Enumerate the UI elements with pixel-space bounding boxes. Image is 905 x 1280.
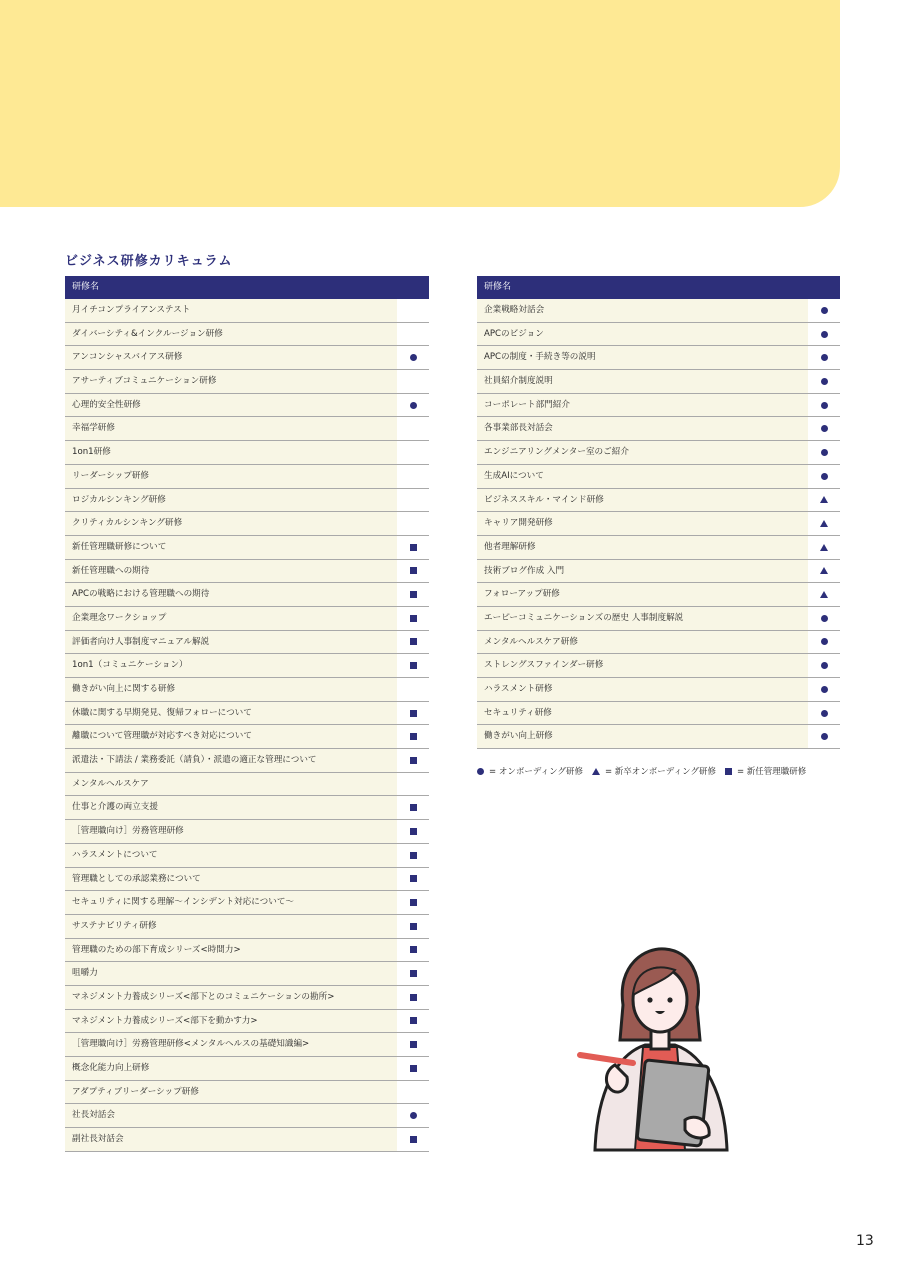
course-name: クリティカルシンキング研修	[65, 512, 397, 535]
course-name: 派遣法・下請法 / 業務委託（請負）・派遣の適正な管理について	[65, 749, 397, 772]
row-mark	[397, 962, 429, 985]
triangle-icon	[820, 496, 828, 503]
row-mark	[808, 465, 840, 488]
row-mark	[397, 394, 429, 417]
row-mark	[397, 465, 429, 488]
legend	[477, 765, 815, 777]
table-row	[65, 891, 429, 915]
table-row	[477, 654, 840, 678]
course-name: リーダーシップ研修	[65, 465, 397, 488]
square-icon	[410, 757, 417, 764]
course-name: ハラスメントについて	[65, 844, 397, 867]
table-row	[65, 962, 429, 986]
triangle-icon	[820, 591, 828, 598]
row-mark	[397, 1128, 429, 1151]
circle-icon	[821, 354, 828, 361]
row-mark	[808, 702, 840, 725]
square-icon	[410, 710, 417, 717]
course-name: 離職について管理職が対応すべき対応について	[65, 725, 397, 748]
row-mark	[397, 607, 429, 630]
row-mark	[397, 1033, 429, 1056]
table-row	[477, 489, 840, 513]
row-mark	[808, 299, 840, 322]
table-row	[477, 417, 840, 441]
circle-icon	[821, 638, 828, 645]
table-row	[65, 489, 429, 513]
row-mark	[808, 631, 840, 654]
square-icon	[410, 899, 417, 906]
course-name: マネジメント力養成シリーズ<部下とのコミュニケーションの勘所>	[65, 986, 397, 1009]
row-mark	[808, 489, 840, 512]
row-mark	[397, 654, 429, 677]
row-mark	[397, 820, 429, 843]
table-row	[65, 583, 429, 607]
table-row	[65, 465, 429, 489]
table-row	[477, 346, 840, 370]
row-mark	[397, 868, 429, 891]
square-icon	[410, 1136, 417, 1143]
course-name: 仕事と介護の両立支援	[65, 796, 397, 819]
triangle-icon	[820, 520, 828, 527]
course-name: フォローアップ研修	[477, 583, 808, 606]
course-name: 管理職のための部下育成シリーズ<時間力>	[65, 939, 397, 962]
row-mark	[397, 1081, 429, 1104]
row-mark	[808, 678, 840, 701]
row-mark	[808, 441, 840, 464]
course-name: セキュリティに関する理解〜インシデント対応について〜	[65, 891, 397, 914]
row-mark	[397, 725, 429, 748]
table-row	[477, 323, 840, 347]
row-mark	[397, 678, 429, 701]
table-row	[477, 370, 840, 394]
circle-icon	[410, 354, 417, 361]
square-icon	[410, 662, 417, 669]
table-row	[65, 796, 429, 820]
table-row	[65, 654, 429, 678]
legend-item	[477, 765, 583, 777]
course-name: 1on1研修	[65, 441, 397, 464]
course-name: 月イチコンプライアンステスト	[65, 299, 397, 322]
circle-icon	[410, 1112, 417, 1119]
table-row	[477, 631, 840, 655]
square-icon	[725, 768, 732, 775]
course-name: ハラスメント研修	[477, 678, 808, 701]
course-name: ロジカルシンキング研修	[65, 489, 397, 512]
circle-icon	[410, 402, 417, 409]
table-row	[477, 583, 840, 607]
course-name: サステナビリティ研修	[65, 915, 397, 938]
course-name: 評価者向け人事制度マニュアル解説	[65, 631, 397, 654]
table-row	[65, 678, 429, 702]
table-row	[65, 844, 429, 868]
row-mark	[808, 417, 840, 440]
table-row	[65, 915, 429, 939]
square-icon	[410, 591, 417, 598]
row-mark	[397, 631, 429, 654]
course-name: 技術ブログ作成 入門	[477, 560, 808, 583]
legend-item	[725, 765, 806, 777]
table-row	[65, 607, 429, 631]
square-icon	[410, 828, 417, 835]
table-row	[65, 820, 429, 844]
row-mark	[397, 1104, 429, 1127]
row-mark	[397, 915, 429, 938]
circle-icon	[821, 710, 828, 717]
square-icon	[410, 804, 417, 811]
circle-icon	[821, 378, 828, 385]
row-mark	[808, 346, 840, 369]
square-icon	[410, 733, 417, 740]
course-name: 社員紹介制度説明	[477, 370, 808, 393]
table-row	[65, 1010, 429, 1034]
course-name: キャリア開発研修	[477, 512, 808, 535]
table-row	[477, 536, 840, 560]
square-icon	[410, 970, 417, 977]
row-mark	[397, 891, 429, 914]
course-name: 1on1（コミュニケーション）	[65, 654, 397, 677]
row-mark	[397, 370, 429, 393]
circle-icon	[821, 449, 828, 456]
legend-label: = 新任管理職研修	[736, 767, 807, 777]
table-row	[65, 536, 429, 560]
table-row	[65, 1081, 429, 1105]
row-mark	[397, 489, 429, 512]
square-icon	[410, 875, 417, 882]
row-mark	[397, 512, 429, 535]
square-icon	[410, 1017, 417, 1024]
table-row	[477, 441, 840, 465]
circle-icon	[821, 473, 828, 480]
course-name: コーポレート部門紹介	[477, 394, 808, 417]
square-icon	[410, 615, 417, 622]
legend-item	[592, 765, 716, 777]
course-name: 新任管理職への期待	[65, 560, 397, 583]
course-name: APCの戦略における管理職への期待	[65, 583, 397, 606]
circle-icon	[821, 662, 828, 669]
legend-label: = 新卒オンボーディング研修	[604, 767, 716, 777]
table-row	[65, 773, 429, 797]
table-row	[477, 299, 840, 323]
circle-icon	[821, 331, 828, 338]
course-name: 咀嚼力	[65, 962, 397, 985]
table-row	[65, 299, 429, 323]
table-row	[477, 678, 840, 702]
table-row	[477, 465, 840, 489]
course-name: エンジニアリングメンター室のご紹介	[477, 441, 808, 464]
row-mark	[808, 654, 840, 677]
row-mark	[808, 394, 840, 417]
course-name: 幸福学研修	[65, 417, 397, 440]
course-name: ダイバーシティ&インクルージョン研修	[65, 323, 397, 346]
row-mark	[808, 725, 840, 748]
row-mark	[397, 773, 429, 796]
top-decorative-band	[0, 0, 840, 207]
course-name: 生成AIについて	[477, 465, 808, 488]
row-mark	[808, 512, 840, 535]
curriculum-table-right	[477, 276, 840, 749]
course-name: 各事業部長対話会	[477, 417, 808, 440]
square-icon	[410, 544, 417, 551]
row-mark	[808, 583, 840, 606]
course-name: ストレングスファインダー研修	[477, 654, 808, 677]
circle-icon	[477, 768, 484, 775]
course-name: メンタルヘルスケア	[65, 773, 397, 796]
course-name: 働きがい向上研修	[477, 725, 808, 748]
row-mark	[808, 536, 840, 559]
circle-icon	[821, 686, 828, 693]
row-mark	[397, 560, 429, 583]
woman-with-clipboard-illustration	[575, 945, 740, 1155]
course-name: エーピーコミュニケーションズの歴史 人事制度解説	[477, 607, 808, 630]
table-row	[65, 370, 429, 394]
course-name: 働きがい向上に関する研修	[65, 678, 397, 701]
circle-icon	[821, 425, 828, 432]
row-mark	[397, 1057, 429, 1080]
table-row	[65, 631, 429, 655]
course-name: アダプティブリーダーシップ研修	[65, 1081, 397, 1104]
table-row	[65, 394, 429, 418]
course-name: ［管理職向け］労務管理研修<メンタルヘルスの基礎知識編>	[65, 1033, 397, 1056]
triangle-icon	[592, 768, 600, 775]
table-row	[477, 702, 840, 726]
course-name: APCの制度・手続き等の説明	[477, 346, 808, 369]
course-name: 休職に関する早期発見、復帰フォローについて	[65, 702, 397, 725]
row-mark	[808, 560, 840, 583]
row-mark	[397, 702, 429, 725]
section-title: ビジネス研修カリキュラム	[65, 254, 233, 269]
course-name: メンタルヘルスケア研修	[477, 631, 808, 654]
table-row	[65, 1033, 429, 1057]
table-row	[477, 394, 840, 418]
table-row	[65, 1128, 429, 1152]
table-row	[65, 1104, 429, 1128]
table-row	[65, 512, 429, 536]
square-icon	[410, 852, 417, 859]
row-mark	[397, 986, 429, 1009]
table-row	[65, 702, 429, 726]
course-name: 心理的安全性研修	[65, 394, 397, 417]
course-name: ビジネススキル・マインド研修	[477, 489, 808, 512]
circle-icon	[821, 307, 828, 314]
row-mark	[397, 417, 429, 440]
table-row	[65, 725, 429, 749]
table-row	[65, 1057, 429, 1081]
table-row	[65, 939, 429, 963]
course-name: 企業戦略対話会	[477, 299, 808, 322]
table-row	[477, 607, 840, 631]
course-name: 副社長対話会	[65, 1128, 397, 1151]
course-name: マネジメント力養成シリーズ<部下を動かす力>	[65, 1010, 397, 1033]
course-name: アサーティブコミュニケーション研修	[65, 370, 397, 393]
square-icon	[410, 567, 417, 574]
course-name: 他者理解研修	[477, 536, 808, 559]
square-icon	[410, 994, 417, 1001]
course-name: セキュリティ研修	[477, 702, 808, 725]
row-mark	[397, 844, 429, 867]
table-row	[65, 323, 429, 347]
square-icon	[410, 638, 417, 645]
square-icon	[410, 1065, 417, 1072]
table-header: 研修名	[477, 276, 840, 299]
circle-icon	[821, 402, 828, 409]
row-mark	[397, 796, 429, 819]
table-row	[65, 749, 429, 773]
square-icon	[410, 946, 417, 953]
table-header: 研修名	[65, 276, 429, 299]
page-number: 13	[856, 1233, 874, 1249]
square-icon	[410, 923, 417, 930]
row-mark	[397, 299, 429, 322]
circle-icon	[821, 733, 828, 740]
course-name: 社長対話会	[65, 1104, 397, 1127]
table-row	[65, 417, 429, 441]
row-mark	[397, 441, 429, 464]
table-row	[65, 560, 429, 584]
table-row	[477, 560, 840, 584]
curriculum-table-left	[65, 276, 429, 1152]
row-mark	[397, 536, 429, 559]
triangle-icon	[820, 544, 828, 551]
table-row	[477, 512, 840, 536]
course-name: アンコンシャスバイアス研修	[65, 346, 397, 369]
course-name: APCのビジョン	[477, 323, 808, 346]
legend-label: = オンボーディング研修	[489, 767, 583, 777]
square-icon	[410, 1041, 417, 1048]
course-name: ［管理職向け］労務管理研修	[65, 820, 397, 843]
row-mark	[397, 939, 429, 962]
course-name: 概念化能力向上研修	[65, 1057, 397, 1080]
course-name: 新任管理職研修について	[65, 536, 397, 559]
table-row	[65, 441, 429, 465]
row-mark	[397, 749, 429, 772]
course-name: 企業理念ワークショップ	[65, 607, 397, 630]
table-row	[477, 725, 840, 749]
row-mark	[397, 583, 429, 606]
row-mark	[808, 323, 840, 346]
circle-icon	[821, 615, 828, 622]
row-mark	[808, 370, 840, 393]
table-row	[65, 986, 429, 1010]
table-row	[65, 346, 429, 370]
table-row	[65, 868, 429, 892]
course-name: 管理職としての承認業務について	[65, 868, 397, 891]
row-mark	[397, 346, 429, 369]
row-mark	[397, 323, 429, 346]
row-mark	[808, 607, 840, 630]
triangle-icon	[820, 567, 828, 574]
row-mark	[397, 1010, 429, 1033]
